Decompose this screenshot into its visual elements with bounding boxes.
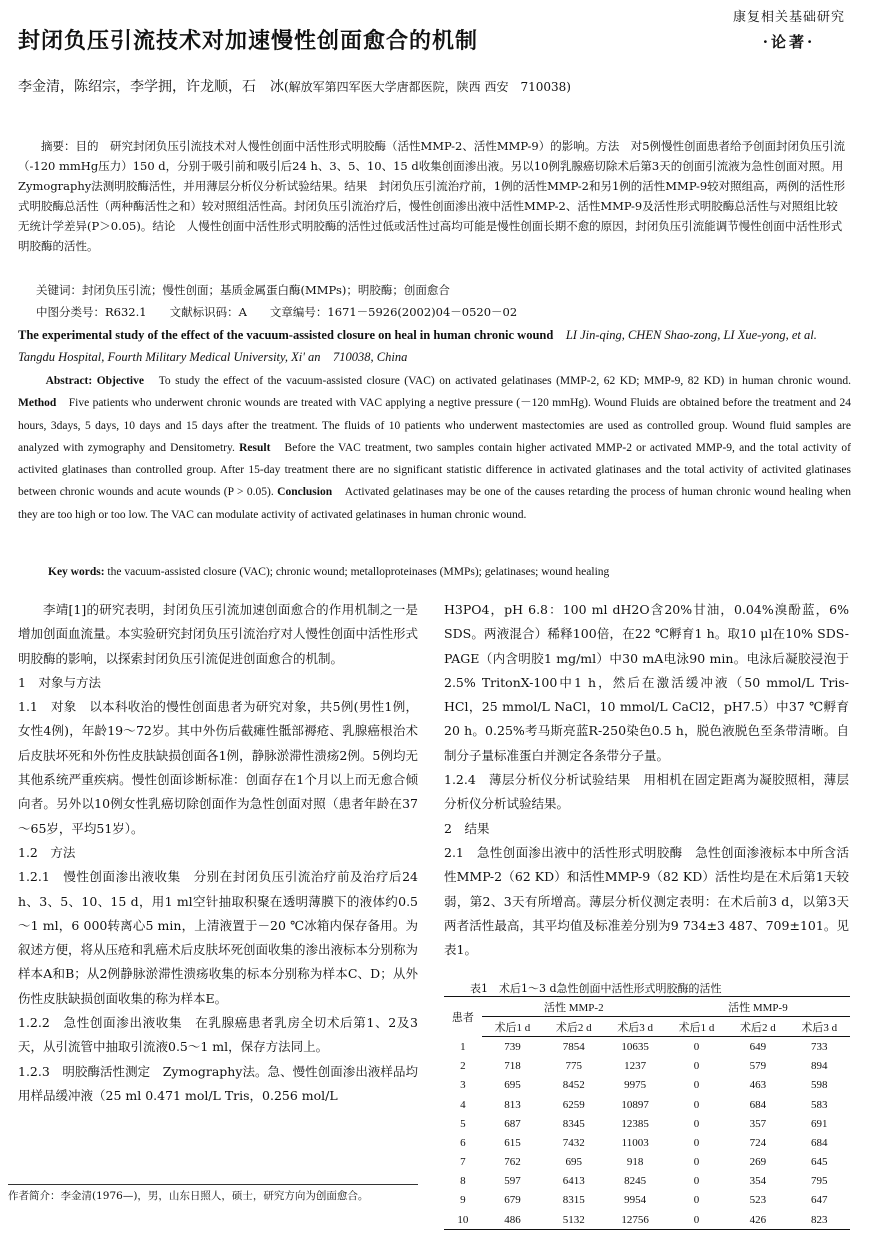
table-cell: 10635 <box>621 1040 649 1053</box>
table-cell: 0 <box>693 1040 700 1053</box>
english-title: The experimental study of the effect of the vacuum-assisted closure on heal in human chronic wound <box>18 328 554 342</box>
table-row <box>444 1191 850 1210</box>
result-text: Before the VAC treatment, two samples contain higher activated MMP-2 or activated MMP-9, and the total activity of activited glatinases than controlled group. After 15-day treatment there are no significant statistic difference in activated glatinases and the total activity of activited glatinases between chronic wounds and acute wounds (P > 0.05). <box>18 441 852 499</box>
table-subheader: 术后1 d <box>666 1017 727 1037</box>
table-cell: 0 <box>693 1175 700 1188</box>
table-cell: 7854 <box>562 1040 585 1053</box>
author-footnote: 作者简介：李金清(1976—)，男，山东日照人，硕士，研究方向为创面愈合。 <box>8 1184 418 1205</box>
objective-label: Abstract: Objective <box>45 375 144 387</box>
paragraph-1-2-3: 1.2.3 明胶酶活性测定 Zymography法。急、慢性创面渗出液样品均用样品缓冲液（25 ml 0.471 mol/L Tris，0.256 mol/L <box>18 1063 418 1103</box>
table-cell: 718 <box>504 1060 521 1073</box>
table-cell: 6259 <box>562 1098 585 1111</box>
table-cell: 691 <box>811 1117 828 1130</box>
table-cell: 724 <box>749 1136 767 1149</box>
table-cell: 354 <box>749 1175 767 1188</box>
abstract-en <box>18 370 851 526</box>
table-cell: 6413 <box>562 1175 585 1188</box>
table-cell: 687 <box>504 1117 521 1130</box>
objective-text: To study the effect of the vacuum-assisted closure (VAC) on activated gelatinases (MMP-2, 62 KD; MMP-9, 82 KD) in human chronic wound. <box>158 375 852 387</box>
table-cell: 762 <box>504 1156 521 1169</box>
table-subheader: 术后3 d <box>789 1017 850 1037</box>
intro-paragraph: 李靖[1]的研究表明，封闭负压引流加速创面愈合的作用机制之一是增加创面血流量。本实验研究封闭负压引流治疗对人慢性创面中活性形式明胶酶的影响，以探索封闭负压引流促进创面愈合的机制。 <box>18 602 419 666</box>
paragraph-1-2-2: 1.2.2 急性创面渗出液收集 在乳腺癌患者乳房全切术后第1、2及3天，从引流管中抽取引流液0.5～1 ml，保存方法同上。 <box>18 1015 418 1055</box>
table-cell: 8245 <box>624 1175 647 1188</box>
table-cell: 684 <box>749 1098 767 1111</box>
conclusion-label: Conclusion <box>277 486 333 499</box>
table-row <box>444 1114 850 1133</box>
keywords-en-text: the vacuum-assisted closure (VAC); chronic wound; metalloproteinases (MMPs); gelatinases; wound healing <box>107 566 610 578</box>
table-row <box>444 1153 850 1172</box>
table-row <box>444 1037 850 1057</box>
table-cell: 695 <box>565 1156 583 1169</box>
table-cell: 813 <box>504 1098 521 1111</box>
conclusion-text: Activated gelatinases may be one of the causes retarding the process of human chronic wound healing when they are too high or too low. The VAC can modulate activity of activated gelatinases in human chronic wound. <box>18 486 852 521</box>
method-label: Method <box>18 397 57 410</box>
table-row <box>444 1133 850 1152</box>
table-header-mmp9: 活性 MMP-9 <box>666 997 850 1017</box>
table-cell: 795 <box>811 1175 828 1188</box>
table-cell: 5 <box>460 1117 466 1130</box>
table-cell: 11003 <box>621 1136 649 1149</box>
table-cell: 12756 <box>604 1210 665 1230</box>
table-cell: 0 <box>693 1194 700 1207</box>
table-cell: 823 <box>789 1210 850 1230</box>
table-cell: 775 <box>565 1060 583 1073</box>
table-row <box>444 1210 850 1230</box>
keywords-en-label: Key words: <box>48 566 105 578</box>
table-cell: 597 <box>504 1175 521 1188</box>
table-cell: 10897 <box>621 1098 649 1111</box>
table-cell: 8 <box>460 1175 466 1188</box>
table-cell: 9 <box>460 1194 466 1207</box>
table-cell: 269 <box>749 1156 767 1169</box>
section-heading-1-2: 1.2 方法 <box>18 844 76 860</box>
table-cell: 733 <box>811 1040 828 1053</box>
table-row <box>444 1057 850 1076</box>
paragraph-1-2-4: 1.2.4 薄层分析仪分析试验结果 用相机在固定距离为凝胶照相，薄层分析仪分析试验结果。 <box>444 772 849 812</box>
table-cell: 739 <box>504 1040 521 1053</box>
paragraph-2-1: 2.1 急性创面渗出液中的活性形式明胶酶 急性创面渗液标本中所含活性MMP-2（62 KD）和活性MMP-9（82 KD）活性均是在术后第1天较弱，第2、3天有所增高。薄层分析仪测定表明：在术后前3 d，以第3天两者活性最高，其平均值及标准差分别为9 734±3 487、709±101。见表1。 <box>444 844 849 958</box>
table-cell: 426 <box>727 1210 788 1230</box>
table-cell: 2 <box>460 1060 466 1073</box>
body-left-column <box>18 598 418 1108</box>
table-row <box>444 1172 850 1191</box>
table-cell: 695 <box>504 1079 521 1092</box>
table-row <box>444 1076 850 1095</box>
table-cell: 0 <box>693 1136 700 1149</box>
journal-header <box>733 6 845 52</box>
table-cell: 0 <box>693 1098 700 1111</box>
table-cell: 6 <box>460 1136 466 1149</box>
table-cell: 486 <box>482 1210 543 1230</box>
journal-name: 康复相关基础研究 <box>732 10 845 25</box>
table-cell: 7 <box>460 1156 466 1169</box>
table-cell: 9954 <box>624 1194 647 1207</box>
keywords-en <box>48 566 609 578</box>
table-cell: 583 <box>811 1098 828 1111</box>
results-table <box>444 996 850 1230</box>
table-cell: 1237 <box>624 1060 647 1073</box>
table-cell: 523 <box>749 1194 767 1207</box>
table-cell: 647 <box>811 1194 828 1207</box>
method-text: Five patients who underwent chronic wounds are treated with VAC applying a negtive pressure (－120 mmHg). Wound Fluids are obtained before the treatment and 24 hours, 3days, 5 days, 10 days and 15 days after the treatment. The fluids of 10 patients who underwent mastectomies are used as controlled group. Wound fluid samples are analyzed with zymography and Densitometry. <box>18 397 851 454</box>
abstract-zh: 摘要：目的 研究封闭负压引流技术对人慢性创面中活性形式明胶酶（活性MMP-2、活性MMP-9）的影响。方法 对5例慢性创面患者给予创面封闭负压引流（-120 mmHg压力）150 d，分别于吸引前和吸引后24 h、3、5、10、15 d收集创面渗出液。另以10例乳腺癌切除术后第3天的创面引流液为急性创面对照。用Zymography法测明胶酶活性，并用薄层分析仪分析试验结果。结果 封闭负压引流治疗前，1例的活性MMP-2和另1例的活性MMP-9较对照组高，两例的活性形式明胶酶总活性（两种酶活性之和）较对照组活性高。封闭负压引流治疗后，慢性创面渗出液中活性MMP-2、活性MMP-9及活性形式明胶酶总活性与对照组比较无统计学差异(P＞0.05)。结论 人慢性创面中活性形式明胶酶的活性过低或活性过高均可能是慢性创面长期不愈的原因，封闭负压引流能调节慢性创面中活性形式明胶酶的活性。 <box>18 139 846 253</box>
table-body <box>444 1037 850 1230</box>
paragraph-continued: H3PO4，pH 6.8：100 ml dH2O含20%甘油，0.04%溴酚蓝，6% SDS。两液混合）稀释100倍，在22 ℃孵育1 h。取10 μl在10% SDS-PAGE（内含明胶1 mg/ml）中30 mA电泳90 min。电泳后凝胶浸泡于2.5% TritonX-100中1 h，然后在激活缓冲液（50 mmol/L Tris-HCl，25 mmol/L NaCl，10 mmol/L CaCl2，pH7.5）中37 ℃孵育20 h。0.25%考马斯亮蓝R-250染色0.5 h，脱色液脱色至条带清晰。自制分子量标准蛋白并测定各条带分子量。 <box>444 602 849 763</box>
table-cell: 579 <box>749 1060 767 1073</box>
table-cell: 8452 <box>562 1079 585 1092</box>
table-cell: 684 <box>811 1136 828 1149</box>
table-cell: 0 <box>666 1210 727 1230</box>
keywords-zh: 关键词：封闭负压引流；慢性创面；基质金属蛋白酶(MMPs)；明胶酶；创面愈合 <box>36 283 450 297</box>
table-cell: 0 <box>693 1079 700 1092</box>
table-cell: 0 <box>693 1117 700 1130</box>
table-cell: 3 <box>460 1079 466 1092</box>
table-cell: 598 <box>811 1079 828 1092</box>
authors: 李金清，陈绍宗，李学拥，许龙顺，石 冰 <box>18 79 284 95</box>
paragraph-1-1: 1.1 对象 以本科收治的慢性创面患者为研究对象，共5例(男性1例，女性4例)，年龄19～72岁。其中外伤后截瘫性骶部褥疮、乳腺癌根治术后皮肤坏死和外伤性皮肤缺损创面各1例，静脉淤滞性溃疡2例。5例均无其他系统严重疾病。慢性创面诊断标准：创面存在1个月以上而无愈合倾向者。另外以10例女性乳癌切除创面作为急性创面对照（患者年龄在37～65岁，平均51岁）。 <box>18 699 418 836</box>
classification-line: 中图分类号：R632.1 文献标识码：A 文章编号：1671－5926(2002)04－0520－02 <box>36 305 518 319</box>
result-label: Result <box>239 441 271 454</box>
table-cell: 894 <box>811 1060 828 1073</box>
table-cell: 357 <box>749 1117 767 1130</box>
table-cell: 0 <box>693 1060 700 1073</box>
table-subheader: 术后1 d <box>482 1017 543 1037</box>
table-cell: 7432 <box>562 1136 585 1149</box>
table-row <box>444 1095 850 1114</box>
table-cell: 649 <box>749 1040 767 1053</box>
paper-title: 封闭负压引流技术对加速慢性创面愈合的机制 <box>18 29 479 54</box>
table-cell: 10 <box>444 1210 482 1230</box>
table-cell: 0 <box>693 1156 700 1169</box>
table-subheader: 术后2 d <box>543 1017 604 1037</box>
table-cell: 4 <box>460 1098 466 1111</box>
table-cell: 8345 <box>562 1117 585 1130</box>
table-cell: 645 <box>811 1156 828 1169</box>
table-cell: 615 <box>504 1136 521 1149</box>
paragraph-1-2-1: 1.2.1 慢性创面渗出液收集 分别在封闭负压引流治疗前及治疗后24 h、3、5、10、15 d，用1 ml空针抽取积聚在透明薄膜下的液体约0.5～1 ml，6 000转离心5 min，上清液置于－20 ℃冰箱内保存备用。为叙述方便，将从压疮和乳癌术后皮肤坏死创面收集的渗出液标本分别称为样本A和B；从2例静脉淤滞性溃疡收集的标本分别称为样本C、D；从外伤性皮肤缺损创面收集的称为样本E。 <box>18 869 419 1006</box>
table-cell: 679 <box>504 1194 521 1207</box>
section-heading-1: 1 对象与方法 <box>18 674 101 690</box>
section-tag: ·论著· <box>762 33 816 51</box>
english-title-block <box>18 324 853 368</box>
table-cell: 12385 <box>621 1117 649 1130</box>
table-cell: 5132 <box>543 1210 604 1230</box>
body-right-column <box>444 598 849 962</box>
table-header-mmp2: 活性 MMP-2 <box>482 997 666 1017</box>
table-header-patient: 患者 <box>444 997 482 1037</box>
table-cell: 9975 <box>624 1079 647 1092</box>
table-cell: 918 <box>626 1156 644 1169</box>
table-cell: 463 <box>749 1079 767 1092</box>
table-subheader: 术后2 d <box>727 1017 788 1037</box>
author-line <box>18 76 571 96</box>
section-heading-2: 2 结果 <box>444 820 490 836</box>
affiliation: (解放军第四军医大学唐都医院，陕西 西安 710038) <box>284 80 571 94</box>
table-cell: 1 <box>460 1040 466 1053</box>
table-cell: 8315 <box>562 1194 585 1207</box>
english-authors: LI Jin-qing, CHEN Shao-zong, LI Xue-yong, et al. Tangdu Hospital, Fourth Military Medical University, Xi' an 710038, China <box>18 328 817 364</box>
table-subheader: 术后3 d <box>604 1017 665 1037</box>
table-caption: 表1 术后1～3 d急性创面中活性形式明胶酶的活性 <box>470 982 722 995</box>
